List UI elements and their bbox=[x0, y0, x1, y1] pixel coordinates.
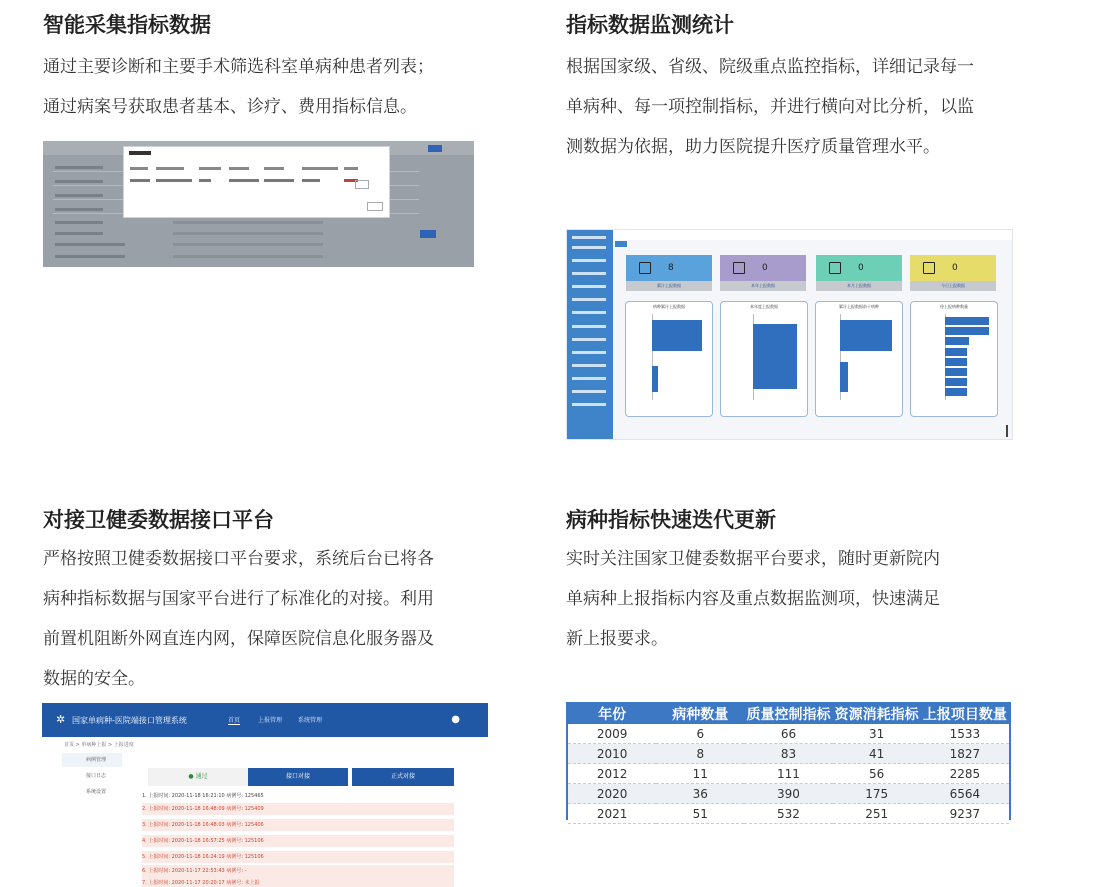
thumb-label bbox=[55, 221, 103, 224]
thumb-label bbox=[55, 208, 103, 211]
report-row: 7. 上报时间: 2020-11-17 20:20:17 病例号: 未上报 bbox=[142, 877, 454, 887]
sidebar-item bbox=[572, 364, 606, 367]
section-text-platform bbox=[43, 539, 434, 699]
card-top bbox=[626, 255, 712, 281]
table-cell: 51 bbox=[656, 804, 744, 824]
screenshot-patient-dialog bbox=[43, 141, 474, 267]
panel-bar bbox=[840, 362, 848, 392]
chart-panel-pending bbox=[910, 301, 998, 417]
table-cell: 41 bbox=[833, 744, 921, 764]
step-pass: ● 通过 bbox=[148, 768, 248, 786]
step-interface bbox=[248, 768, 348, 786]
dialog-col bbox=[156, 167, 184, 170]
table-cell: 2012 bbox=[568, 764, 656, 784]
table-row bbox=[568, 744, 1009, 764]
table-cell: 56 bbox=[833, 764, 921, 784]
report-row: 5. 上报时间: 2020-11-18 16:24:19 病例号: 125106 bbox=[142, 851, 454, 863]
dialog-close-button bbox=[367, 202, 383, 211]
text-line: 测数据为依据，助力医院提升医疗质量管理水平。 bbox=[566, 137, 940, 157]
table-cell: 83 bbox=[744, 744, 832, 764]
table-cell: 2285 bbox=[921, 764, 1009, 784]
dialog-col bbox=[130, 167, 148, 170]
step-label: 正式对接 bbox=[390, 773, 415, 780]
text-line: 数据的安全。 bbox=[43, 669, 145, 689]
section-text-data-collection bbox=[43, 47, 434, 127]
sidebar-item bbox=[572, 377, 606, 380]
table-cell: 31 bbox=[833, 724, 921, 744]
panel-bar bbox=[753, 324, 797, 389]
section-title-data-collection: 智能采集指标数据 bbox=[43, 13, 211, 37]
dashboard-topbar bbox=[613, 230, 1012, 240]
panel-bar bbox=[652, 366, 658, 392]
panel-title: 本年度上报数据 bbox=[750, 304, 778, 309]
nav-report: 上报管理 bbox=[258, 717, 283, 724]
table-cell: 6 bbox=[656, 724, 744, 744]
card-label: 今日上报数据 bbox=[910, 281, 996, 291]
table-cell: 2009 bbox=[568, 724, 656, 744]
panel-bar bbox=[945, 358, 967, 366]
table-cell: 66 bbox=[744, 724, 832, 744]
text-line: 病种指标数据与国家平台进行了标准化的对接。利用 bbox=[43, 589, 434, 609]
panel-title: 待上报病种数量 bbox=[940, 304, 968, 309]
table-row bbox=[568, 764, 1009, 784]
report-row: 6. 上报时间: 2020-11-17 22:53:43 病例号: - bbox=[142, 865, 454, 877]
table-cell: 36 bbox=[656, 784, 744, 804]
card-label: 本年上报数据 bbox=[720, 281, 806, 291]
text-line: 新上报要求。 bbox=[566, 629, 668, 649]
thumb-label bbox=[55, 194, 103, 197]
text-line: 前置机阻断外网直连内网，保障医院信息化服务器及 bbox=[43, 629, 434, 649]
dashboard-sidebar bbox=[567, 230, 613, 439]
sidebar-item bbox=[572, 403, 606, 406]
step-label: 通过 bbox=[195, 773, 208, 780]
table-cell: 2010 bbox=[568, 744, 656, 764]
dashboard-home-tag bbox=[615, 241, 627, 247]
table-cell: 1827 bbox=[921, 744, 1009, 764]
thumb-label bbox=[55, 166, 103, 169]
user-icon: ● bbox=[451, 714, 460, 725]
thumb-value bbox=[173, 221, 323, 224]
card-top bbox=[720, 255, 806, 281]
card-top bbox=[910, 255, 996, 281]
sidebar-item bbox=[572, 259, 606, 262]
card-label: 累计上报数据 bbox=[626, 281, 712, 291]
thumb-label bbox=[55, 180, 103, 183]
table-cell: 6564 bbox=[921, 784, 1009, 804]
indicator-table bbox=[566, 702, 1011, 820]
table-cell: 1533 bbox=[921, 724, 1009, 744]
nav-home: 首页 bbox=[228, 717, 241, 724]
sidebar-item bbox=[572, 246, 606, 249]
panel-title: 累计上报数据前十病种 bbox=[839, 304, 879, 309]
sidebar-item bbox=[572, 285, 606, 288]
table-row bbox=[568, 784, 1009, 804]
table-header-cell: 病种数量 bbox=[656, 704, 744, 724]
text-line: 单病种、每一项控制指标，并进行横向对比分析，以监 bbox=[566, 97, 974, 117]
table-cell: 2020 bbox=[568, 784, 656, 804]
sidebar-item bbox=[572, 325, 606, 328]
dialog-cell bbox=[229, 179, 259, 182]
table-header-cell: 质量控制指标 bbox=[744, 704, 832, 724]
report-row: 3. 上报时间: 2020-11-18 16:48:03 病例号: 125406 bbox=[142, 819, 454, 831]
chart-panel-year bbox=[720, 301, 808, 417]
table-cell: 9237 bbox=[921, 804, 1009, 824]
calendar-check-icon bbox=[829, 262, 841, 274]
section-title-iteration: 病种指标快速迭代更新 bbox=[566, 508, 776, 532]
platform-breadcrumb: 首页 > 单病种上报 > 上报进度 bbox=[64, 742, 134, 748]
card-value: 0 bbox=[952, 263, 958, 273]
text-line: 通过病案号获取患者基本、诊疗、费用指标信息。 bbox=[43, 97, 417, 117]
section-text-iteration bbox=[566, 539, 940, 659]
sidebar-item bbox=[572, 351, 606, 354]
dialog-col bbox=[229, 167, 249, 170]
dialog-cell bbox=[156, 179, 192, 182]
sidebar-item bbox=[572, 272, 606, 275]
report-row: 4. 上报时间: 2020-11-18 16:57:25 病例号: 125106 bbox=[142, 835, 454, 847]
screenshot-interface-platform bbox=[42, 703, 488, 887]
platform-header bbox=[42, 703, 488, 737]
report-row: 2. 上报时间: 2020-11-18 16:48:09 病例号: 125409 bbox=[142, 803, 454, 815]
text-line: 严格按照卫健委数据接口平台要求，系统后台已将各 bbox=[43, 549, 434, 569]
thumb-query-button bbox=[428, 145, 442, 152]
thumb-value bbox=[173, 243, 323, 246]
thumb-dialog bbox=[123, 146, 390, 218]
stat-card-month bbox=[816, 255, 902, 291]
table-cell: 8 bbox=[656, 744, 744, 764]
table-cell: 175 bbox=[833, 784, 921, 804]
dialog-cell bbox=[264, 179, 294, 182]
stat-card-today bbox=[910, 255, 996, 291]
card-value: 8 bbox=[668, 263, 674, 273]
side-item-log: 接口日志 bbox=[86, 773, 107, 779]
panel-bar bbox=[945, 337, 969, 345]
table-cell: 251 bbox=[833, 804, 921, 824]
thumb-label bbox=[55, 232, 103, 235]
sidebar-item bbox=[572, 338, 606, 341]
thumb-label bbox=[55, 255, 125, 258]
table-cell: 11 bbox=[656, 764, 744, 784]
panel-bar bbox=[945, 368, 967, 376]
table-header-cell: 上报项目数量 bbox=[921, 704, 1009, 724]
table-header-cell: 资源消耗指标 bbox=[833, 704, 921, 724]
dialog-col bbox=[344, 167, 358, 170]
table-cell: 390 bbox=[744, 784, 832, 804]
section-title-platform: 对接卫健委数据接口平台 bbox=[43, 508, 274, 532]
section-text-monitoring bbox=[566, 47, 974, 167]
panel-bar bbox=[945, 378, 967, 386]
chart-panel-total bbox=[625, 301, 713, 417]
dialog-col bbox=[199, 167, 221, 170]
section-title-monitoring: 指标数据监测统计 bbox=[566, 13, 734, 37]
thumb-value bbox=[173, 255, 323, 258]
card-top bbox=[816, 255, 902, 281]
screenshot-dashboard bbox=[566, 229, 1013, 440]
text-line: 通过主要诊断和主要手术筛选科室单病种患者列表； bbox=[43, 57, 434, 77]
thumb-fetch-button bbox=[420, 230, 436, 238]
step-formal bbox=[352, 768, 454, 786]
dialog-select-button bbox=[355, 180, 369, 189]
panel-bar bbox=[652, 320, 702, 351]
sidebar-item bbox=[572, 390, 606, 393]
sidebar-item bbox=[572, 236, 606, 239]
dialog-col bbox=[264, 167, 284, 170]
calendar-icon bbox=[639, 262, 651, 274]
table-cell: 532 bbox=[744, 804, 832, 824]
card-value: 0 bbox=[858, 263, 864, 273]
dialog-col bbox=[302, 167, 338, 170]
thumb-label bbox=[55, 243, 125, 246]
thumb-value bbox=[173, 232, 323, 235]
calendar-grid-icon bbox=[733, 262, 745, 274]
step-label: 接口对接 bbox=[285, 773, 310, 780]
calendar-plus-icon bbox=[923, 262, 935, 274]
text-cursor-icon bbox=[1006, 425, 1008, 437]
dialog-title-bar bbox=[129, 151, 151, 155]
panel-bar bbox=[945, 348, 967, 356]
table-header-row bbox=[568, 704, 1009, 724]
panel-bar bbox=[945, 388, 967, 396]
table-row bbox=[568, 804, 1009, 824]
table-row bbox=[568, 724, 1009, 744]
table-cell: 111 bbox=[744, 764, 832, 784]
card-value: 0 bbox=[762, 263, 768, 273]
stat-card-total bbox=[626, 255, 712, 291]
panel-bar bbox=[945, 317, 989, 325]
dialog-cell bbox=[130, 179, 150, 182]
panel-bar bbox=[945, 327, 989, 335]
sidebar-item bbox=[572, 298, 606, 301]
nav-system: 系统管理 bbox=[298, 717, 323, 724]
table-header-cell: 年份 bbox=[568, 704, 656, 724]
dialog-cell bbox=[199, 179, 211, 182]
text-line: 根据国家级、省级、院级重点监控指标，详细记录每一 bbox=[566, 57, 974, 77]
text-line: 实时关注国家卫健委数据平台要求，随时更新院内 bbox=[566, 549, 940, 569]
panel-title: 病种累计上报数据 bbox=[653, 304, 685, 309]
card-label: 本月上报数据 bbox=[816, 281, 902, 291]
sidebar-item bbox=[572, 311, 606, 314]
dialog-cell bbox=[302, 179, 320, 182]
gear-logo-icon: ✲ bbox=[56, 713, 66, 726]
side-item-settings: 系统设置 bbox=[86, 789, 107, 795]
panel-bar bbox=[840, 320, 892, 351]
side-item-case: 病例管理 bbox=[62, 753, 122, 767]
table-cell: 2021 bbox=[568, 804, 656, 824]
chart-panel-top10 bbox=[815, 301, 903, 417]
platform-app-title: 国家单病种-医院端接口管理系统 bbox=[72, 716, 187, 725]
report-line-first: 1. 上报时间: 2020-11-18 16:21:10 病例号: 125465 bbox=[142, 793, 264, 799]
text-line: 单病种上报指标内容及重点数据监测项，快速满足 bbox=[566, 589, 940, 609]
stat-card-year bbox=[720, 255, 806, 291]
